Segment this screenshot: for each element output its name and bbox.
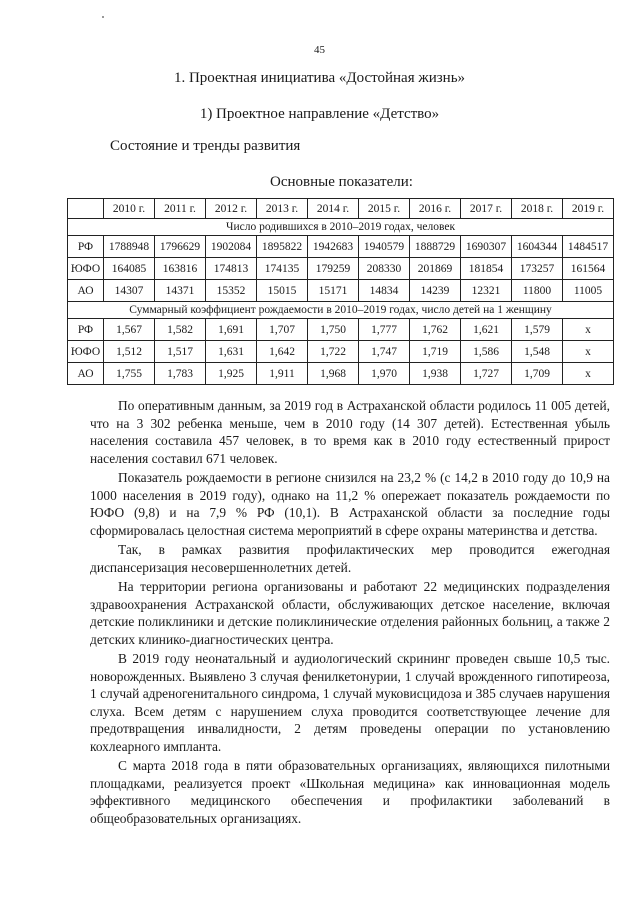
table-row bbox=[68, 341, 614, 363]
table-cell: 173257 bbox=[512, 258, 563, 280]
table-cell: 1,925 bbox=[206, 363, 257, 385]
table-cell: 14834 bbox=[359, 280, 410, 302]
table-cell: 12321 bbox=[461, 280, 512, 302]
table-cell: 14239 bbox=[410, 280, 461, 302]
table-cell: 1,938 bbox=[410, 363, 461, 385]
table-cell: 208330 bbox=[359, 258, 410, 280]
section-row bbox=[68, 219, 614, 236]
year-header: 2016 г. bbox=[410, 199, 461, 219]
table-cell: 1888729 bbox=[410, 236, 461, 258]
paragraph: Показатель рождаемости в регионе снизился на 23,2 % (с 14,2 в 2010 году до 10,9 на 1000 населения в 2019 году), однако на 11,2 % опережает показатель рождаемости по ЮФО (9,8) и на 7,9 % РФ (10,1). В Астраханской области за последние годы сформировалась целостная система мероприятий в сфере охраны материнства и детства. bbox=[90, 470, 610, 538]
indicators-table bbox=[67, 198, 614, 385]
paragraph: В 2019 году неонатальный и аудиологический скрининг проведен свыше 10,5 тыс. новорожденных. Выявлено 3 случая фенилкетонурии, 1 случай врожденного гипотиреоза, 1 случай адреногенитального синдрома, 1 случай муковисцидоза и 385 случаев нарушения слуха. Всем детям с нарушением слуха проводится соответствующее лечение для предотвращения инвалидности, 2 детям проведены операции по установлению кохлеарного импланта. bbox=[90, 651, 610, 754]
table-cell: 11005 bbox=[563, 280, 614, 302]
table-cell: 1,586 bbox=[461, 341, 512, 363]
table-cell: 1,707 bbox=[257, 319, 308, 341]
table-cell: 1,750 bbox=[308, 319, 359, 341]
table-cell: 1,642 bbox=[257, 341, 308, 363]
table-cell: 1,970 bbox=[359, 363, 410, 385]
row-label: АО bbox=[68, 280, 104, 302]
paragraph: Так, в рамках развития профилактических мер проводится ежегодная диспансеризация несовершеннолетних детей. bbox=[90, 542, 610, 575]
year-header: 2017 г. bbox=[461, 199, 512, 219]
table-cell: 1788948 bbox=[104, 236, 155, 258]
table-cell: 1,722 bbox=[308, 341, 359, 363]
table-corner-cell bbox=[68, 199, 104, 219]
table-cell: 1796629 bbox=[155, 236, 206, 258]
table-cell: x bbox=[563, 341, 614, 363]
year-header: 2010 г. bbox=[104, 199, 155, 219]
table-cell: 179259 bbox=[308, 258, 359, 280]
initiative-heading: 1. Проектная инициатива «Достойная жизнь» bbox=[173, 70, 466, 86]
year-header: 2014 г. bbox=[308, 199, 359, 219]
table-cell: 1,777 bbox=[359, 319, 410, 341]
table-cell: 1,783 bbox=[155, 363, 206, 385]
table-cell: 11800 bbox=[512, 280, 563, 302]
table-cell: 1,512 bbox=[104, 341, 155, 363]
table-cell: 1,567 bbox=[104, 319, 155, 341]
table-cell: 14307 bbox=[104, 280, 155, 302]
table-cell: 174813 bbox=[206, 258, 257, 280]
paragraph: По оперативным данным, за 2019 год в Астраханской области родилось 11 005 детей, что на 3 302 ребенка меньше, чем в 2010 году (14 307 детей). Естественная убыль населения составила 457 человек, в то время как в 2010 году естественный прирост населения составил 671 человек. bbox=[90, 398, 610, 466]
section-title-cell: Суммарный коэффициент рождаемости в 2010–2019 годах, число детей на 1 женщину bbox=[68, 302, 614, 319]
section-row bbox=[68, 302, 614, 319]
table-cell: 14371 bbox=[155, 280, 206, 302]
page-number: 45 bbox=[314, 44, 325, 56]
table-cell: 1,968 bbox=[308, 363, 359, 385]
table-cell: x bbox=[563, 319, 614, 341]
row-label: РФ bbox=[68, 236, 104, 258]
table-cell: x bbox=[563, 363, 614, 385]
table-cell: 1942683 bbox=[308, 236, 359, 258]
section-title-cell: Число родившихся в 2010–2019 годах, человек bbox=[68, 219, 614, 236]
table-cell: 1690307 bbox=[461, 236, 512, 258]
table-cell: 163816 bbox=[155, 258, 206, 280]
table-cell: 1,691 bbox=[206, 319, 257, 341]
table-cell: 181854 bbox=[461, 258, 512, 280]
table-cell: 1,755 bbox=[104, 363, 155, 385]
table-cell: 174135 bbox=[257, 258, 308, 280]
section-title: Состояние и тренды развития bbox=[110, 138, 301, 154]
row-label: АО bbox=[68, 363, 104, 385]
row-label: ЮФО bbox=[68, 258, 104, 280]
table-cell: 1,911 bbox=[257, 363, 308, 385]
table-cell: 1,719 bbox=[410, 341, 461, 363]
table-cell: 1940579 bbox=[359, 236, 410, 258]
table-cell: 15171 bbox=[308, 280, 359, 302]
table-caption: Основные показатели: bbox=[270, 174, 413, 190]
table-cell: 1,747 bbox=[359, 341, 410, 363]
table-row bbox=[68, 258, 614, 280]
direction-heading: 1) Проектное направление «Детство» bbox=[199, 106, 440, 122]
table-cell: 1,517 bbox=[155, 341, 206, 363]
table-cell: 161564 bbox=[563, 258, 614, 280]
table-row bbox=[68, 319, 614, 341]
table-cell: 1,631 bbox=[206, 341, 257, 363]
table-row bbox=[68, 363, 614, 385]
table-cell: 1895822 bbox=[257, 236, 308, 258]
table-cell: 201869 bbox=[410, 258, 461, 280]
table-row bbox=[68, 280, 614, 302]
table-cell: 15015 bbox=[257, 280, 308, 302]
paragraph: С марта 2018 года в пяти образовательных организациях, являющихся пилотными площадками, реализуется проект «Школьная медицина» как инновационная модель эффективного медицинского обеспечения и профилактики заболеваний в общеобразовательных организациях. bbox=[90, 758, 610, 826]
table-cell: 1,709 bbox=[512, 363, 563, 385]
year-header: 2011 г. bbox=[155, 199, 206, 219]
table-cell: 1,582 bbox=[155, 319, 206, 341]
table-cell: 1,762 bbox=[410, 319, 461, 341]
table-cell: 1,727 bbox=[461, 363, 512, 385]
table-cell: 15352 bbox=[206, 280, 257, 302]
year-header: 2012 г. bbox=[206, 199, 257, 219]
table-cell: 1484517 bbox=[563, 236, 614, 258]
table-cell: 1,621 bbox=[461, 319, 512, 341]
year-header: 2015 г. bbox=[359, 199, 410, 219]
table-cell: 1,579 bbox=[512, 319, 563, 341]
table-header-row bbox=[68, 199, 614, 219]
year-header: 2018 г. bbox=[512, 199, 563, 219]
paragraph: На территории региона организованы и работают 22 медицинских подразделения здравоохранения Астраханской области, обслуживающих детское население, включая детские поликлиники и детские поликлинические отделения районных больниц, а также 2 детских клинико-диагностических центра. bbox=[90, 579, 610, 647]
row-label: РФ bbox=[68, 319, 104, 341]
table-cell: 1604344 bbox=[512, 236, 563, 258]
table-cell: 1902084 bbox=[206, 236, 257, 258]
body-text bbox=[90, 397, 610, 827]
scan-mark bbox=[102, 16, 104, 18]
table-row bbox=[68, 236, 614, 258]
table-cell: 1,548 bbox=[512, 341, 563, 363]
year-header: 2013 г. bbox=[257, 199, 308, 219]
table-cell: 164085 bbox=[104, 258, 155, 280]
row-label: ЮФО bbox=[68, 341, 104, 363]
year-header: 2019 г. bbox=[563, 199, 614, 219]
